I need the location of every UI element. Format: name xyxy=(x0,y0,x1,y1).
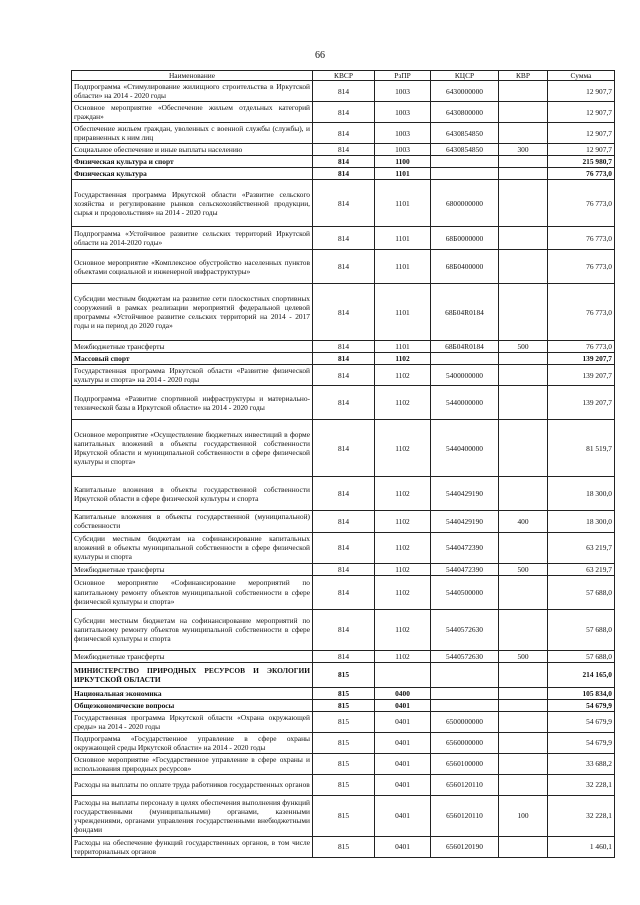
cell-kvr: 100 xyxy=(499,795,548,836)
cell-name: Физическая культура и спорт xyxy=(72,156,313,168)
table-row xyxy=(72,341,615,353)
cell-name: Основное мероприятие «Софинансирование мероприятий по капитальному ремонту объектов муниципальной собственности в сфере физической культуры и спорта» xyxy=(72,575,313,609)
cell-sum: 76 773,0 xyxy=(548,180,615,227)
cell-rzpr: 1100 xyxy=(375,156,431,168)
cell-kcsr xyxy=(431,353,499,365)
cell-kcsr xyxy=(431,156,499,168)
table-header-row xyxy=(72,71,615,81)
cell-kvsr: 815 xyxy=(313,662,375,687)
cell-kvsr: 814 xyxy=(313,81,375,102)
cell-kcsr: 5440429190 xyxy=(431,511,499,532)
cell-kvr xyxy=(499,662,548,687)
cell-rzpr: 1101 xyxy=(375,180,431,227)
cell-kvsr: 815 xyxy=(313,699,375,711)
header-kvr: КВР xyxy=(499,71,548,81)
cell-sum: 12 907,7 xyxy=(548,144,615,156)
cell-sum: 139 207,7 xyxy=(548,365,615,386)
cell-rzpr: 0401 xyxy=(375,753,431,774)
cell-sum: 57 688,0 xyxy=(548,609,615,650)
header-name: Наименование xyxy=(72,71,313,81)
cell-sum: 18 300,0 xyxy=(548,477,615,511)
cell-kvsr: 814 xyxy=(313,227,375,250)
table-row xyxy=(72,563,615,575)
cell-rzpr: 1101 xyxy=(375,341,431,353)
cell-kvsr: 814 xyxy=(313,180,375,227)
cell-kvsr: 815 xyxy=(313,753,375,774)
cell-kcsr xyxy=(431,687,499,699)
cell-name: Межбюджетные трансферты xyxy=(72,563,313,575)
cell-rzpr: 1102 xyxy=(375,532,431,563)
cell-rzpr: 1102 xyxy=(375,386,431,420)
cell-kcsr: 6560000000 xyxy=(431,732,499,753)
table-row xyxy=(72,477,615,511)
cell-kvsr: 814 xyxy=(313,511,375,532)
cell-kvsr: 814 xyxy=(313,575,375,609)
cell-kvsr: 814 xyxy=(313,168,375,180)
table-row xyxy=(72,732,615,753)
cell-rzpr: 1102 xyxy=(375,575,431,609)
cell-rzpr: 1102 xyxy=(375,353,431,365)
cell-kcsr: 5400000000 xyxy=(431,365,499,386)
cell-kvr xyxy=(499,353,548,365)
table-row xyxy=(72,650,615,662)
cell-kvsr: 814 xyxy=(313,420,375,477)
cell-kvr xyxy=(499,532,548,563)
cell-rzpr: 1101 xyxy=(375,168,431,180)
cell-name: Межбюджетные трансферты xyxy=(72,650,313,662)
cell-sum: 54 679,9 xyxy=(548,711,615,732)
cell-name: Капитальные вложения в объекты государственной (муниципальной) собственности xyxy=(72,511,313,532)
header-kcsr: КЦСР xyxy=(431,71,499,81)
cell-name: Общеэкономические вопросы xyxy=(72,699,313,711)
cell-kcsr: 68Б04R0184 xyxy=(431,284,499,341)
table-row xyxy=(72,753,615,774)
cell-name: Субсидии местным бюджетам на софинансирование мероприятий по капитальному ремонту объектов муниципальной собственности в сфере физической культуры и спорта xyxy=(72,609,313,650)
cell-rzpr: 0401 xyxy=(375,732,431,753)
cell-sum: 63 219,7 xyxy=(548,532,615,563)
table-row xyxy=(72,353,615,365)
header-kvsr: КВСР xyxy=(313,71,375,81)
cell-kvr xyxy=(499,284,548,341)
cell-sum: 76 773,0 xyxy=(548,227,615,250)
cell-sum: 215 980,7 xyxy=(548,156,615,168)
cell-kvr: 500 xyxy=(499,650,548,662)
cell-rzpr: 1102 xyxy=(375,563,431,575)
table-row xyxy=(72,180,615,227)
cell-name: Физическая культура xyxy=(72,168,313,180)
cell-kcsr: 68Б04R0184 xyxy=(431,341,499,353)
cell-rzpr: 1102 xyxy=(375,420,431,477)
cell-kvr xyxy=(499,774,548,795)
cell-rzpr: 1102 xyxy=(375,477,431,511)
cell-kvr xyxy=(499,732,548,753)
cell-kvsr: 814 xyxy=(313,353,375,365)
cell-sum: 32 228,1 xyxy=(548,795,615,836)
cell-kvr xyxy=(499,250,548,284)
table-row xyxy=(72,687,615,699)
cell-name: МИНИСТЕРСТВО ПРИРОДНЫХ РЕСУРСОВ И ЭКОЛОГИИ ИРКУТСКОЙ ОБЛАСТИ xyxy=(72,662,313,687)
table-row xyxy=(72,144,615,156)
cell-sum: 32 228,1 xyxy=(548,774,615,795)
table-row xyxy=(72,386,615,420)
cell-rzpr: 0401 xyxy=(375,836,431,857)
table-row xyxy=(72,662,615,687)
cell-kvsr: 814 xyxy=(313,102,375,123)
table-row xyxy=(72,774,615,795)
table-row xyxy=(72,156,615,168)
cell-sum: 139 207,7 xyxy=(548,353,615,365)
cell-kvr: 300 xyxy=(499,144,548,156)
cell-sum: 105 834,0 xyxy=(548,687,615,699)
cell-name: Основное мероприятие «Обеспечение жильем отдельных категорий граждан» xyxy=(72,102,313,123)
cell-kcsr: 6430800000 xyxy=(431,102,499,123)
cell-sum: 57 688,0 xyxy=(548,650,615,662)
table-row xyxy=(72,420,615,477)
cell-rzpr xyxy=(375,662,431,687)
cell-name: Основное мероприятие «Комплексное обустройство населенных пунктов объектами социальной и инженерной инфраструктуры» xyxy=(72,250,313,284)
cell-kvr xyxy=(499,168,548,180)
table-row xyxy=(72,102,615,123)
cell-kcsr: 5440429190 xyxy=(431,477,499,511)
cell-kvr xyxy=(499,156,548,168)
cell-sum: 33 688,2 xyxy=(548,753,615,774)
cell-name: Субсидии местным бюджетам на софинансирование капитальных вложений в объекты муниципальной собственности в сфере физической культуры и спорта xyxy=(72,532,313,563)
cell-name: Массовый спорт xyxy=(72,353,313,365)
table-row xyxy=(72,511,615,532)
cell-rzpr: 0401 xyxy=(375,699,431,711)
cell-kcsr: 5440472390 xyxy=(431,532,499,563)
cell-name: Расходы на обеспечение функций государственных органов, в том числе территориальных органов xyxy=(72,836,313,857)
cell-kcsr: 6560120110 xyxy=(431,774,499,795)
cell-sum: 214 165,0 xyxy=(548,662,615,687)
cell-kcsr: 6800000000 xyxy=(431,180,499,227)
cell-sum: 139 207,7 xyxy=(548,386,615,420)
cell-kcsr: 6560100000 xyxy=(431,753,499,774)
cell-kcsr: 6560120110 xyxy=(431,795,499,836)
cell-name: Расходы на выплаты персоналу в целях обеспечения выполнения функций государственными (муниципальными) органами, казенными учреждениями, органами управления государственными внебюджетными фондами xyxy=(72,795,313,836)
cell-sum: 12 907,7 xyxy=(548,81,615,102)
table-row xyxy=(72,284,615,341)
cell-kvsr: 814 xyxy=(313,341,375,353)
cell-kvsr: 814 xyxy=(313,477,375,511)
cell-kvsr: 814 xyxy=(313,609,375,650)
cell-kvr xyxy=(499,102,548,123)
cell-sum: 12 907,7 xyxy=(548,123,615,144)
cell-name: Основное мероприятие «Осуществление бюджетных инвестиций в форме капитальных вложений в объекты государственной собственности Иркутской области и муниципальной собственности в сфере физической культуры и спорта» xyxy=(72,420,313,477)
cell-kvr xyxy=(499,575,548,609)
table-row xyxy=(72,365,615,386)
cell-sum: 63 219,7 xyxy=(548,563,615,575)
cell-kvr xyxy=(499,386,548,420)
cell-sum: 81 519,7 xyxy=(548,420,615,477)
cell-kcsr: 6560120190 xyxy=(431,836,499,857)
cell-rzpr: 1101 xyxy=(375,227,431,250)
cell-kvr xyxy=(499,836,548,857)
cell-kvr xyxy=(499,609,548,650)
cell-kcsr: 5440472390 xyxy=(431,563,499,575)
cell-kcsr: 5440000000 xyxy=(431,386,499,420)
cell-name: Национальная экономика xyxy=(72,687,313,699)
cell-kvsr: 814 xyxy=(313,365,375,386)
cell-kvr xyxy=(499,180,548,227)
cell-rzpr: 1003 xyxy=(375,81,431,102)
cell-kvr xyxy=(499,365,548,386)
cell-kvsr: 814 xyxy=(313,156,375,168)
cell-kvr xyxy=(499,123,548,144)
cell-kcsr: 68Б0000000 xyxy=(431,227,499,250)
cell-kvr: 400 xyxy=(499,511,548,532)
cell-rzpr: 1101 xyxy=(375,250,431,284)
cell-sum: 76 773,0 xyxy=(548,168,615,180)
header-rzpr: РзПР xyxy=(375,71,431,81)
cell-kvsr: 814 xyxy=(313,284,375,341)
cell-kcsr: 6430854850 xyxy=(431,123,499,144)
cell-name: Социальное обеспечение и иные выплаты населению xyxy=(72,144,313,156)
cell-kvsr: 814 xyxy=(313,144,375,156)
table-row xyxy=(72,795,615,836)
cell-kvr: 500 xyxy=(499,563,548,575)
cell-kvr xyxy=(499,420,548,477)
cell-rzpr: 0401 xyxy=(375,774,431,795)
table-row xyxy=(72,81,615,102)
cell-kcsr: 5440500000 xyxy=(431,575,499,609)
cell-sum: 76 773,0 xyxy=(548,250,615,284)
cell-kvr xyxy=(499,477,548,511)
cell-kcsr xyxy=(431,168,499,180)
cell-rzpr: 1003 xyxy=(375,102,431,123)
cell-kvsr: 815 xyxy=(313,732,375,753)
cell-kvsr: 815 xyxy=(313,711,375,732)
cell-kcsr xyxy=(431,662,499,687)
cell-kcsr: 6500000000 xyxy=(431,711,499,732)
header-sum: Сумма xyxy=(548,71,615,81)
cell-kvsr: 814 xyxy=(313,650,375,662)
cell-name: Государственная программа Иркутской области «Развитие физической культуры и спорта» на 2014 - 2020 годы xyxy=(72,365,313,386)
cell-name: Подпрограмма «Стимулирование жилищного строительства в Иркутской области» на 2014 - 2020 годы xyxy=(72,81,313,102)
page-number: 66 xyxy=(315,50,325,61)
table-row xyxy=(72,227,615,250)
cell-name: Подпрограмма «Государственное управление в сфере охраны окружающей среды Иркутской области» на 2014 - 2020 годы xyxy=(72,732,313,753)
cell-name: Капитальные вложения в объекты государственной собственности Иркутской области в сфере физической культуры и спорта xyxy=(72,477,313,511)
cell-sum: 54 679,9 xyxy=(548,699,615,711)
cell-kvr: 500 xyxy=(499,341,548,353)
cell-rzpr: 1101 xyxy=(375,284,431,341)
cell-kvsr: 815 xyxy=(313,687,375,699)
cell-kvsr: 814 xyxy=(313,250,375,284)
cell-name: Субсидии местным бюджетам на развитие сети плоскостных спортивных сооружений в рамках реализации мероприятий федеральной целевой программы «Устойчивое развитие сельских территорий на 2014 - 2017 годы и на период до 2020 года» xyxy=(72,284,313,341)
cell-name: Подпрограмма «Развитие спортивной инфраструктуры и материально- технической базы в Иркутской области» на 2014 - 2020 годы xyxy=(72,386,313,420)
cell-kvsr: 814 xyxy=(313,563,375,575)
cell-rzpr: 0400 xyxy=(375,687,431,699)
cell-kvr xyxy=(499,699,548,711)
cell-rzpr: 1102 xyxy=(375,511,431,532)
cell-rzpr: 1102 xyxy=(375,609,431,650)
cell-kvr xyxy=(499,81,548,102)
cell-kvsr: 814 xyxy=(313,123,375,144)
cell-sum: 76 773,0 xyxy=(548,284,615,341)
cell-kvsr: 815 xyxy=(313,795,375,836)
cell-rzpr: 0401 xyxy=(375,711,431,732)
cell-name: Государственная программа Иркутской области «Развитие сельского хозяйства и регулирование рынков сельскохозяйственной продукции, сырья и продовольствия» на 2014 - 2020 годы xyxy=(72,180,313,227)
cell-kcsr: 5440572630 xyxy=(431,609,499,650)
cell-name: Подпрограмма «Устойчивое развитие сельских территорий Иркутской области на 2014-2020 годы» xyxy=(72,227,313,250)
table-row xyxy=(72,532,615,563)
cell-kcsr: 6430000000 xyxy=(431,81,499,102)
cell-sum: 76 773,0 xyxy=(548,341,615,353)
table-row xyxy=(72,711,615,732)
cell-rzpr: 1102 xyxy=(375,365,431,386)
cell-name: Межбюджетные трансферты xyxy=(72,341,313,353)
cell-kcsr: 68Б0400000 xyxy=(431,250,499,284)
cell-sum: 18 300,0 xyxy=(548,511,615,532)
cell-kvr xyxy=(499,711,548,732)
cell-kvsr: 815 xyxy=(313,774,375,795)
table-row xyxy=(72,699,615,711)
cell-kcsr: 5440572630 xyxy=(431,650,499,662)
cell-rzpr: 1003 xyxy=(375,123,431,144)
cell-rzpr: 0401 xyxy=(375,795,431,836)
budget-table xyxy=(71,70,615,858)
table-row xyxy=(72,168,615,180)
cell-sum: 12 907,7 xyxy=(548,102,615,123)
table-row xyxy=(72,575,615,609)
cell-name: Основное мероприятие «Государственное управление в сфере охраны и использования природных ресурсов» xyxy=(72,753,313,774)
cell-sum: 57 688,0 xyxy=(548,575,615,609)
cell-sum: 1 460,1 xyxy=(548,836,615,857)
cell-kcsr: 5440400000 xyxy=(431,420,499,477)
cell-kvsr: 814 xyxy=(313,386,375,420)
cell-name: Государственная программа Иркутской области «Охрана окружающей среды» на 2014 - 2020 годы xyxy=(72,711,313,732)
cell-name: Расходы на выплаты по оплате труда работников государственных органов xyxy=(72,774,313,795)
cell-kvsr: 814 xyxy=(313,532,375,563)
cell-name: Обеспечение жильем граждан, уволенных с военной службы (службы), и приравненных к ним лиц xyxy=(72,123,313,144)
cell-kvr xyxy=(499,227,548,250)
cell-sum: 54 679,9 xyxy=(548,732,615,753)
table-row xyxy=(72,123,615,144)
cell-kvr xyxy=(499,753,548,774)
table-row xyxy=(72,609,615,650)
cell-kvr xyxy=(499,687,548,699)
cell-kcsr: 6430854850 xyxy=(431,144,499,156)
cell-kvsr: 815 xyxy=(313,836,375,857)
cell-rzpr: 1102 xyxy=(375,650,431,662)
cell-kcsr xyxy=(431,699,499,711)
cell-rzpr: 1003 xyxy=(375,144,431,156)
table-row xyxy=(72,836,615,857)
table-row xyxy=(72,250,615,284)
